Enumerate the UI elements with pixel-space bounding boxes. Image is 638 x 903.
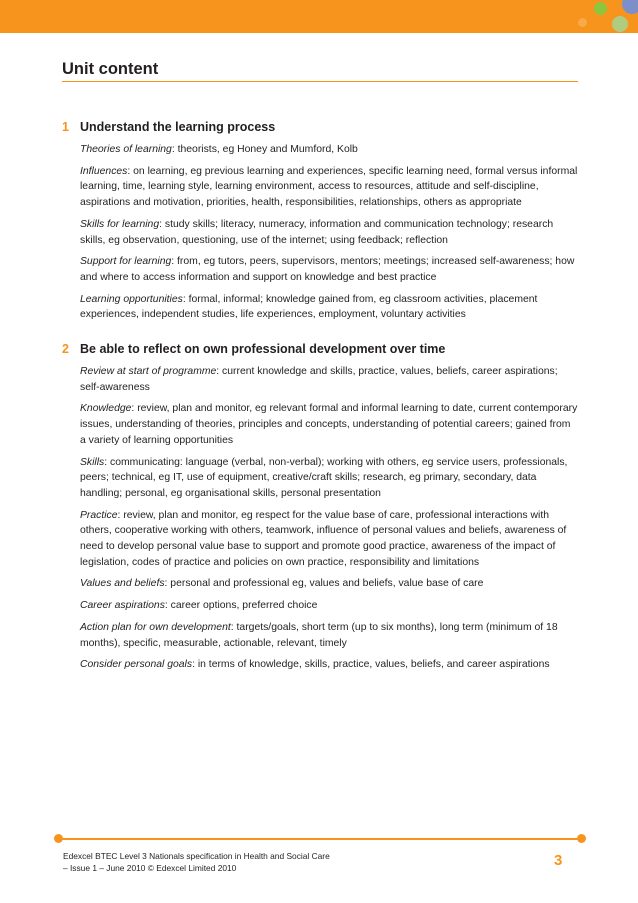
- item-text: : current knowledge and skills, practice, values, beliefs, career aspirations; self-awareness: [80, 366, 558, 393]
- content-item: [80, 364, 578, 395]
- content-item: [80, 254, 578, 285]
- header-band: [0, 0, 638, 33]
- item-text: : targets/goals, short term (up to six months), long term (minimum of 18 months), specific, measurable, actionable, relevant, timely: [80, 621, 558, 649]
- section-title: Be able to reflect on own professional development over time: [80, 342, 446, 356]
- item-text: : review, plan and monitor, eg relevant formal and informal learning to date, current contemporary issues, understanding of theories, principles and concepts, understanding of potential careers; gained from a variety of learning opportunities: [80, 403, 578, 446]
- item-text: : communicating: language (verbal, non-verbal); working with others, eg service users, professionals, peers; technical, eg IT, use of equipment, creative/craft skills; research, eg primary, secondary, data handling; personal, eg organisational skills, personal presentation: [80, 456, 568, 499]
- item-text: : on learning, eg previous learning and experiences, specific learning need, formal versus informal learning, time, learning style, learning environment, access to resources, attitude and self-discipline, aspirations and motivation, priorities, health, responsibilities, relationships, others as appropriate: [80, 165, 578, 209]
- item-term: Knowledge: [80, 403, 132, 415]
- decorative-circle: [594, 2, 607, 15]
- item-text: : study skills; literacy, numeracy, information and communication technology; research skills, eg observation, questioning, use of the internet; using feedback; reflection: [80, 218, 554, 246]
- content-item: [80, 217, 578, 248]
- content-item: [80, 508, 578, 571]
- item-term: Theories of learning: [80, 144, 172, 155]
- section-title: Understand the learning process: [80, 120, 276, 134]
- footer-text: [63, 850, 383, 874]
- content-item: [80, 142, 578, 158]
- content-item: [80, 401, 578, 448]
- item-text: : personal and professional eg, values and beliefs, value base of care: [164, 578, 484, 590]
- item-term: Skills for learning: [80, 218, 160, 230]
- item-term: Learning opportunities: [80, 293, 183, 305]
- section-header: [62, 120, 578, 142]
- page-title: Unit content: [62, 60, 578, 82]
- item-term: Skills: [80, 456, 105, 468]
- decorative-circle: [578, 18, 587, 27]
- footer-dot-left: [54, 834, 63, 843]
- item-term: Career aspirations: [80, 600, 165, 612]
- item-term: Support for learning: [80, 256, 172, 268]
- item-text: : from, eg tutors, peers, supervisors, mentors; meetings; increased self-awareness; how and where to access information and support on knowledge and best practice: [80, 256, 575, 283]
- content-item: [80, 164, 578, 211]
- item-term: Action plan for own development: [80, 621, 231, 633]
- item-term: Influences: [80, 165, 128, 177]
- footer-dot-right: [577, 834, 586, 843]
- content-item: [80, 620, 578, 651]
- decorative-circle: [612, 16, 628, 32]
- content-item: [80, 292, 578, 323]
- item-text: : in terms of knowledge, skills, practice, values, beliefs, and career aspirations: [192, 659, 550, 671]
- section-number: 1: [62, 120, 69, 134]
- page-number: 3: [554, 852, 563, 869]
- item-term: Consider personal goals: [80, 659, 193, 671]
- section-1: [62, 120, 578, 329]
- content-item: [80, 455, 578, 502]
- content-item: [80, 657, 578, 673]
- item-text: : review, plan and monitor, eg respect for the value base of care, professional interactions with others, cooperative working with others, teamwork, influence of personal values and beliefs, awareness of need to develop personal value base to support and promote good practice, awareness of the impact of legislation, codes of practice and policies on own practice, responsibility and limitations: [80, 509, 567, 568]
- footer-divider: [58, 838, 581, 840]
- footer-line-2: – Issue 1 – June 2010 © Edexcel Limited 2010: [63, 863, 237, 873]
- item-text: : career options, preferred choice: [164, 600, 318, 612]
- item-text: : theorists, eg Honey and Mumford, Kolb: [171, 144, 358, 155]
- item-term: Practice: [80, 509, 118, 521]
- item-term: Values and beliefs: [80, 578, 165, 590]
- content-item: [80, 598, 578, 614]
- item-term: Review at start of programme: [80, 366, 217, 377]
- section-header: [62, 342, 578, 364]
- content-item: [80, 576, 578, 592]
- section-number: 2: [62, 342, 69, 356]
- footer-line-1: Edexcel BTEC Level 3 Nationals specification in Health and Social Care: [63, 851, 330, 861]
- item-text: : formal, informal; knowledge gained from, eg classroom activities, placement experiences, independent studies, life experiences, employment, voluntary activities: [80, 293, 538, 321]
- section-2: [62, 342, 578, 679]
